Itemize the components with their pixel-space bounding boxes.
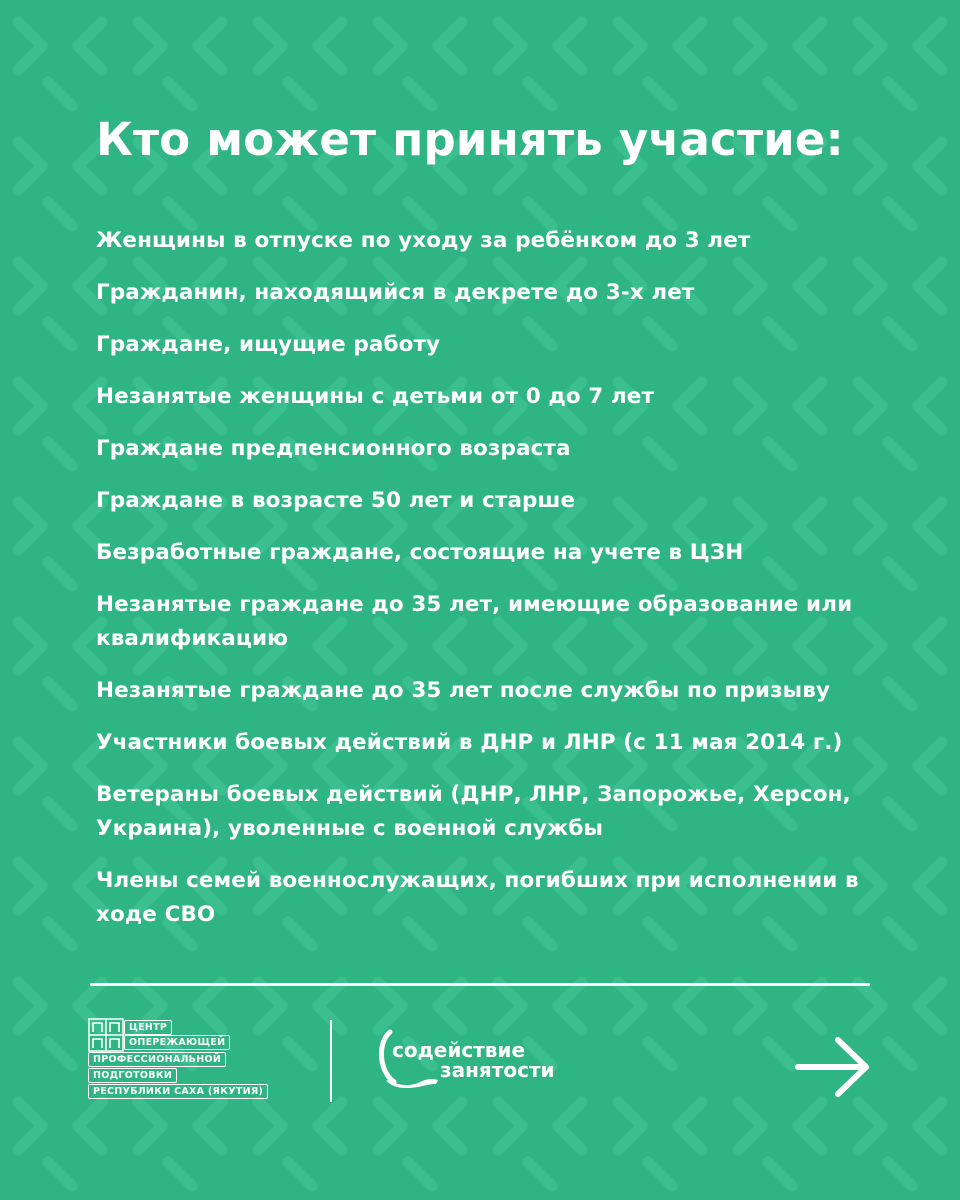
list-item: Граждане предпенсионного возраста	[96, 436, 571, 461]
footer-divider	[90, 983, 870, 986]
list-item: Члены семей военнослужащих, погибших при исполнении в ходе СВО	[96, 868, 859, 927]
list-item: Гражданин, находящийся в декрете до 3-х лет	[96, 280, 695, 305]
list-item: Ветераны боевых действий (ДНР, ЛНР, Запорожье, Херсон, Украина), уволенные с военной службы	[96, 782, 851, 841]
logo-text-line: занятости	[440, 1058, 555, 1082]
participants-list	[96, 224, 886, 950]
list-item: Граждане, ищущие работу	[96, 332, 441, 357]
list-item: Граждане в возрасте 50 лет и старше	[96, 488, 576, 513]
arrow-right-icon[interactable]	[792, 1032, 872, 1102]
list-item: Незанятые граждане до 35 лет, имеющие образование или квалификацию	[96, 592, 853, 651]
logo-text-line: содействие	[392, 1038, 526, 1062]
list-item: Незанятые граждане до 35 лет после службы по призыву	[96, 678, 831, 703]
logo-text-line: ПРОФЕССИОНАЛЬНОЙ	[88, 1052, 226, 1067]
list-item: Участники боевых действий в ДНР и ЛНР (с 11 мая 2014 г.)	[96, 730, 843, 755]
sodeystvie-zanyatosti-logo	[376, 1026, 596, 1096]
page-title: Кто может принять участие:	[96, 113, 844, 166]
footer-separator	[330, 1020, 332, 1102]
list-item: Женщины в отпуске по уходу за ребёнком до 3 лет	[96, 228, 751, 253]
cop-logo-icon	[88, 1018, 124, 1052]
list-item: Безработные граждане, состоящие на учете в ЦЗН	[96, 540, 744, 565]
list-item: Незанятые женщины с детьми от 0 до 7 лет	[96, 384, 655, 409]
logo-text-line: ПОДГОТОВКИ	[88, 1068, 177, 1083]
center-logo	[88, 1018, 288, 1102]
logo-text-line: РЕСПУБЛИКИ САХА (ЯКУТИЯ)	[88, 1084, 268, 1099]
logo-text-line: ОПЕРЕЖАЮЩЕЙ	[124, 1035, 230, 1050]
logo-text-line: ЦЕНТР	[124, 1020, 172, 1035]
